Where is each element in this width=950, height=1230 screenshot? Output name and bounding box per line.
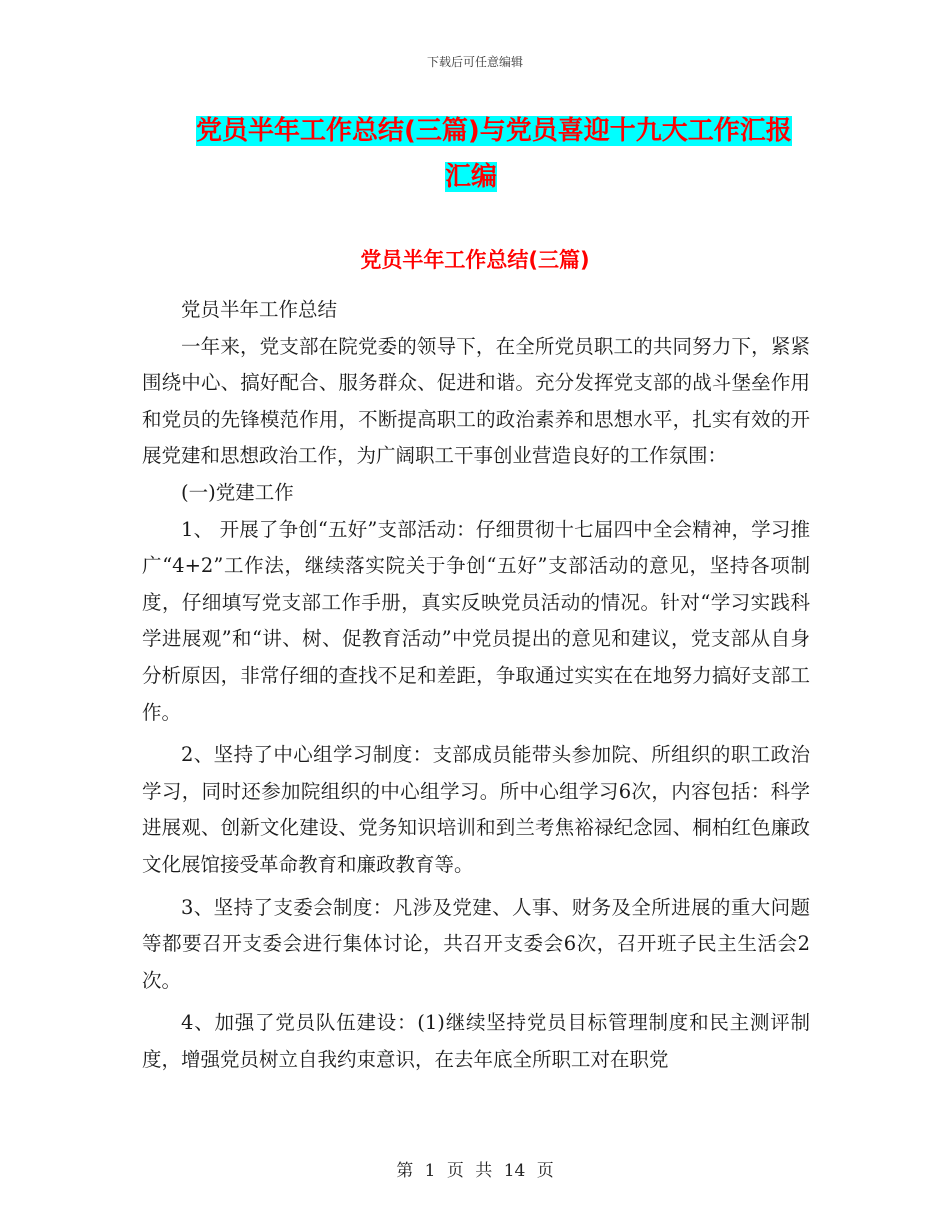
paragraph: 4、加强了党员队伍建设：(1)继续坚持党员目标管理制度和民主测评制度，增强党员树立自我约束意识，在去年底全所职工对在职党 <box>142 1011 810 1071</box>
paragraph-subheading: (一)党建工作 <box>181 480 294 504</box>
section-title: 党员半年工作总结(三篇) <box>360 248 590 272</box>
document-title-line-2: 汇编 <box>444 162 497 192</box>
page-footer: 第 1 页 共 14 页 <box>396 1161 554 1181</box>
document-title-line-1: 党员半年工作总结(三篇)与党员喜迎十九大工作汇报 <box>196 116 792 146</box>
paragraph: 1、 开展了争创“五好”支部活动：仔细贯彻十七届四中全会精神，学习推广“4+2”工作法，继续落实院关于争创“五好”支部活动的意见，坚持各项制度，仔细填写党支部工作手册，真实反映党员活动的情况。针对“学习实践科学进展观”和“讲、树、促教育活动”中党员提出的意见和建议，党支部从自身分析原因，非常仔细的查找不足和差距，争取通过实实在在地努力搞好支部工作。 <box>142 517 810 724</box>
paragraph: 一年来，党支部在院党委的领导下，在全所党员职工的共同努力下，紧紧围绕中心、搞好配合、服务群众、促进和谐。充分发挥党支部的战斗堡垒作用和党员的先锋模范作用，不断提高职工的政治素养和思想水平，扎实有效的开展党建和思想政治工作，为广阔职工干事创业营造良好的工作氛围： <box>142 334 810 468</box>
paragraph-heading: 党员半年工作总结 <box>181 298 338 321</box>
document-body <box>142 292 810 1078</box>
document-title <box>196 108 806 200</box>
page-header-note: 下载后可任意编辑 <box>426 55 523 69</box>
paragraph: 2、坚持了中心组学习制度：支部成员能带头参加院、所组织的职工政治学习，同时还参加院组织的中心组学习。所中心组学习6次，内容包括：科学进展观、创新文化建设、党务知识培训和到兰考焦裕禄纪念园、桐柏红色廉政文化展馆接受革命教育和廉政教育等。 <box>142 743 810 876</box>
paragraph: 3、坚持了支委会制度：凡涉及党建、人事、财务及全所进展的重大问题等都要召开支委会进行集体讨论，共召开支委会6次，召开班子民主生活会2次。 <box>142 895 810 992</box>
